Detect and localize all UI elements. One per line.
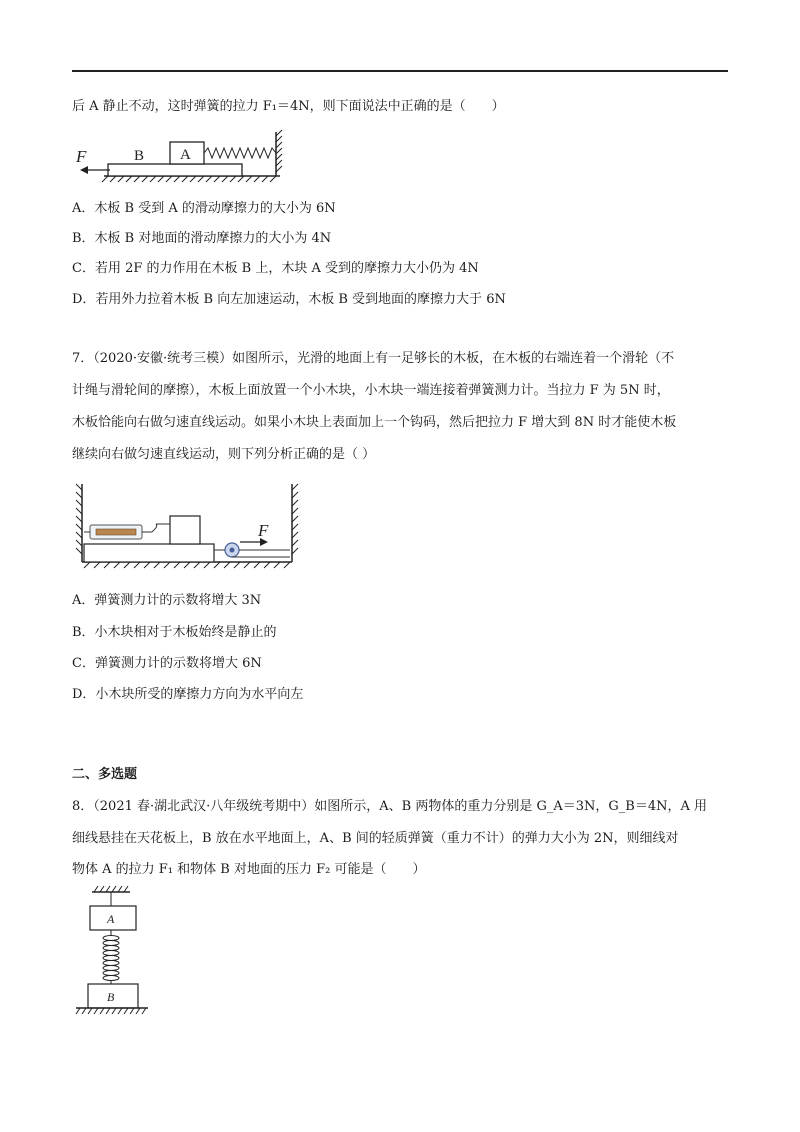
spring <box>103 930 119 984</box>
q8-stem-line2: 细线悬挂在天花板上，B 放在水平地面上，A、B 间的轻质弹簧（重力不计）的弹力大小为 2N，则细线对 <box>72 831 679 846</box>
header-rule <box>72 70 728 72</box>
label-a: A <box>107 912 115 926</box>
q6-option-b: B．木板 B 对地面的滑动摩擦力的大小为 4N <box>72 231 332 246</box>
q6-option-d: D．若用外力拉着木板 B 向左加速运动，木板 B 受到地面的摩擦力大于 6N <box>72 292 506 307</box>
spring <box>204 148 276 158</box>
label-b: B <box>107 990 115 1004</box>
q7-option-a: A．弹簧测力计的示数将增大 3N <box>72 593 262 608</box>
q7-stem-line4: 继续向右做匀速直线运动，则下列分析正确的是（ ） <box>72 447 376 462</box>
q7-stem-line3: 木板恰能向右做匀速直线运动。如果小木块上表面加上一个钩码，然后把拉力 F 增大到 8N 时才能使木板 <box>72 415 677 430</box>
q7-stem-line2: 计绳与滑轮间的摩擦），木板上面放置一个小木块，小木块一端连接着弹簧测力计。当拉力 F 为 5N 时， <box>72 383 670 398</box>
section-heading: 二、多选题 <box>72 767 138 782</box>
q8-stem-line3: 物体 A 的拉力 F₁ 和物体 B 对地面的压力 F₂ 可能是（ ） <box>72 862 426 877</box>
q6-option-a: A．木板 B 受到 A 的滑动摩擦力的大小为 6N <box>72 201 336 216</box>
q7-stem-line1: 7．（2020·安徽·统考三模）如图所示，光滑的地面上有一足够长的木板，在木板的右端连着一个滑轮（不 <box>72 351 675 366</box>
q6-stem-tail: 后 A 静止不动，这时弹簧的拉力 F₁＝4N，则下面说法中正确的是（ ） <box>72 99 505 114</box>
label-force: F <box>76 147 87 166</box>
q7-option-b: B．小木块相对于木板始终是静止的 <box>72 625 277 640</box>
long-board <box>84 544 214 562</box>
board-b <box>108 164 242 176</box>
q6-figure <box>74 126 290 186</box>
small-block <box>170 516 200 544</box>
label-a: A <box>180 147 191 163</box>
q6-option-c: C．若用 2F 的力作用在木板 B 上，木块 A 受到的摩擦力大小仍为 4N <box>72 261 479 276</box>
label-b: B <box>134 148 145 164</box>
q7-option-c: C．弹簧测力计的示数将增大 6N <box>72 656 262 671</box>
q7-figure <box>72 478 306 574</box>
q8-stem-line1: 8．（2021 春·湖北武汉·八年级统考期中）如图所示，A、B 两物体的重力分别是 G_A＝3N，G_B＝4N，A 用 <box>72 799 707 814</box>
q7-option-d: D．小木块所受的摩擦力方向为水平向左 <box>72 687 304 702</box>
label-force: F <box>258 521 269 540</box>
q8-figure <box>72 884 152 1020</box>
